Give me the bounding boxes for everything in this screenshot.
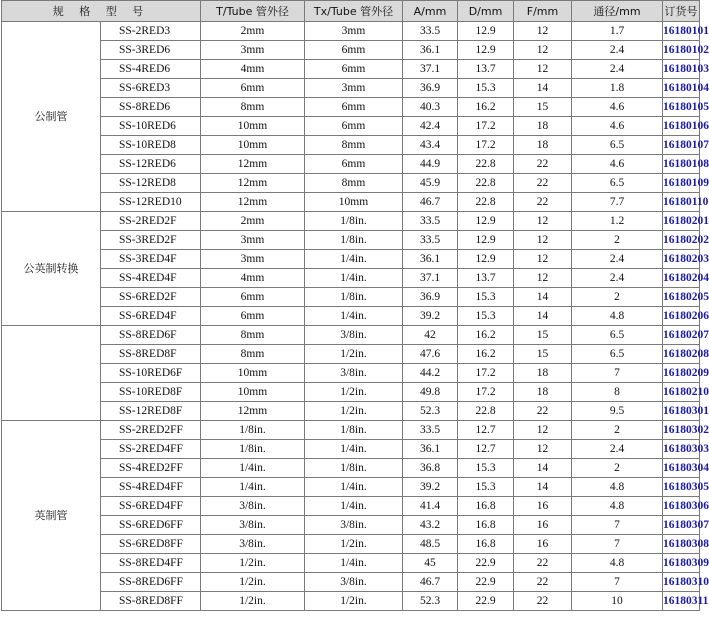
t-tube-cell: 3/8in.	[201, 535, 305, 554]
t-tube-cell: 1/8in.	[201, 440, 305, 459]
a-cell: 37.1	[403, 60, 458, 79]
a-cell: 33.5	[403, 212, 458, 231]
spec-table	[1, 0, 709, 611]
table-row	[2, 22, 700, 41]
order-cell: 16180308	[663, 535, 700, 554]
order-cell: 16180207	[663, 326, 700, 345]
t-tube-cell: 4mm	[201, 269, 305, 288]
a-cell: 44.2	[403, 364, 458, 383]
d-cell: 12.7	[458, 421, 514, 440]
model-cell: SS-8RED8F	[101, 345, 201, 364]
d-cell: 15.3	[458, 307, 514, 326]
a-cell: 36.1	[403, 41, 458, 60]
model-cell: SS-10RED8F	[101, 383, 201, 402]
table-row	[2, 402, 700, 421]
order-cell: 16180105	[663, 98, 700, 117]
model-cell: SS-8RED8FF	[101, 592, 201, 611]
tx-tube-cell: 1/8in.	[305, 231, 403, 250]
bore-cell: 6.5	[572, 345, 663, 364]
order-cell: 16180309	[663, 554, 700, 573]
t-tube-cell: 2mm	[201, 212, 305, 231]
order-cell: 16180209	[663, 364, 700, 383]
a-cell: 33.5	[403, 22, 458, 41]
d-cell: 17.2	[458, 383, 514, 402]
bore-cell: 2.4	[572, 60, 663, 79]
a-cell: 40.3	[403, 98, 458, 117]
model-cell: SS-12RED8	[101, 174, 201, 193]
a-cell: 36.8	[403, 459, 458, 478]
d-cell: 22.9	[458, 592, 514, 611]
f-cell: 14	[514, 459, 572, 478]
d-cell: 22.8	[458, 193, 514, 212]
table-row	[2, 41, 700, 60]
bore-cell: 2	[572, 421, 663, 440]
order-cell: 16180110	[663, 193, 700, 212]
model-cell: SS-10RED6	[101, 117, 201, 136]
f-cell: 14	[514, 307, 572, 326]
table-row	[2, 155, 700, 174]
table-row	[2, 117, 700, 136]
model-cell: SS-6RED8FF	[101, 535, 201, 554]
d-cell: 16.8	[458, 516, 514, 535]
a-cell: 45	[403, 554, 458, 573]
bore-cell: 6.5	[572, 174, 663, 193]
order-cell: 16180304	[663, 459, 700, 478]
tx-tube-cell: 1/4in.	[305, 497, 403, 516]
tx-tube-cell: 6mm	[305, 60, 403, 79]
table-row	[2, 497, 700, 516]
d-cell: 15.3	[458, 478, 514, 497]
tx-tube-cell: 1/2in.	[305, 383, 403, 402]
order-cell: 16180303	[663, 440, 700, 459]
t-tube-cell: 8mm	[201, 98, 305, 117]
model-cell: SS-12RED6	[101, 155, 201, 174]
a-cell: 43.2	[403, 516, 458, 535]
order-cell: 16180109	[663, 174, 700, 193]
table-row	[2, 136, 700, 155]
d-cell: 22.8	[458, 402, 514, 421]
tx-tube-cell: 3mm	[305, 79, 403, 98]
t-tube-cell: 1/2in.	[201, 573, 305, 592]
bore-cell: 4.8	[572, 554, 663, 573]
order-cell: 16180103	[663, 60, 700, 79]
tx-tube-cell: 1/4in.	[305, 307, 403, 326]
header-spec: 规 格 型 号	[2, 1, 201, 22]
model-cell: SS-3RED4F	[101, 250, 201, 269]
tx-tube-cell: 1/2in.	[305, 535, 403, 554]
a-cell: 36.9	[403, 79, 458, 98]
order-cell: 16180104	[663, 79, 700, 98]
t-tube-cell: 6mm	[201, 79, 305, 98]
bore-cell: 4.8	[572, 307, 663, 326]
order-cell: 16180206	[663, 307, 700, 326]
bore-cell: 2.4	[572, 440, 663, 459]
f-cell: 14	[514, 478, 572, 497]
a-cell: 46.7	[403, 573, 458, 592]
model-cell: SS-2RED4FF	[101, 440, 201, 459]
f-cell: 12	[514, 231, 572, 250]
f-cell: 22	[514, 174, 572, 193]
order-cell: 16180201	[663, 212, 700, 231]
f-cell: 12	[514, 212, 572, 231]
bore-cell: 2.4	[572, 250, 663, 269]
a-cell: 37.1	[403, 269, 458, 288]
tx-tube-cell: 3/8in.	[305, 326, 403, 345]
table-row	[2, 174, 700, 193]
order-cell: 16180108	[663, 155, 700, 174]
header-f: F/mm	[514, 1, 572, 22]
a-cell: 39.2	[403, 307, 458, 326]
model-cell: SS-4RED4FF	[101, 478, 201, 497]
f-cell: 22	[514, 155, 572, 174]
tx-tube-cell: 1/4in.	[305, 478, 403, 497]
t-tube-cell: 10mm	[201, 383, 305, 402]
d-cell: 16.2	[458, 326, 514, 345]
model-cell: SS-3RED6	[101, 41, 201, 60]
table-row	[2, 459, 700, 478]
tx-tube-cell: 1/2in.	[305, 402, 403, 421]
order-cell: 16180302	[663, 421, 700, 440]
t-tube-cell: 10mm	[201, 136, 305, 155]
tx-tube-cell: 3/8in.	[305, 573, 403, 592]
table-row	[2, 516, 700, 535]
bore-cell: 7	[572, 535, 663, 554]
order-cell: 16180106	[663, 117, 700, 136]
a-cell: 36.1	[403, 440, 458, 459]
category-cell: 公英制转换	[2, 212, 101, 326]
d-cell: 16.8	[458, 497, 514, 516]
d-cell: 12.9	[458, 22, 514, 41]
model-cell: SS-6RED6FF	[101, 516, 201, 535]
bore-cell: 6.5	[572, 136, 663, 155]
header-a: A/mm	[403, 1, 458, 22]
f-cell: 14	[514, 288, 572, 307]
model-cell: SS-2RED2FF	[101, 421, 201, 440]
tx-tube-cell: 1/8in.	[305, 288, 403, 307]
bore-cell: 4.8	[572, 478, 663, 497]
d-cell: 12.7	[458, 440, 514, 459]
model-cell: SS-3RED2F	[101, 231, 201, 250]
category-cell: 英制管	[2, 421, 101, 611]
table-row	[2, 288, 700, 307]
model-cell: SS-10RED8	[101, 136, 201, 155]
d-cell: 15.3	[458, 459, 514, 478]
a-cell: 44.9	[403, 155, 458, 174]
t-tube-cell: 10mm	[201, 117, 305, 136]
tx-tube-cell: 6mm	[305, 41, 403, 60]
d-cell: 22.9	[458, 573, 514, 592]
f-cell: 16	[514, 516, 572, 535]
t-tube-cell: 1/2in.	[201, 554, 305, 573]
f-cell: 15	[514, 326, 572, 345]
order-cell: 16180310	[663, 573, 700, 592]
table-row	[2, 98, 700, 117]
table-row	[2, 573, 700, 592]
order-cell: 16180102	[663, 41, 700, 60]
d-cell: 16.8	[458, 535, 514, 554]
t-tube-cell: 12mm	[201, 155, 305, 174]
a-cell: 46.7	[403, 193, 458, 212]
f-cell: 22	[514, 573, 572, 592]
bore-cell: 7	[572, 516, 663, 535]
f-cell: 12	[514, 440, 572, 459]
a-cell: 42	[403, 326, 458, 345]
tx-tube-cell: 1/8in.	[305, 421, 403, 440]
table-row	[2, 440, 700, 459]
category-cell: 公制管	[2, 22, 101, 212]
a-cell: 36.9	[403, 288, 458, 307]
table-row	[2, 307, 700, 326]
bore-cell: 2	[572, 231, 663, 250]
table-row	[2, 421, 700, 440]
f-cell: 14	[514, 79, 572, 98]
d-cell: 16.2	[458, 345, 514, 364]
model-cell: SS-4RED4F	[101, 269, 201, 288]
tx-tube-cell: 1/4in.	[305, 250, 403, 269]
header-t-tube: T/Tube 管外径	[201, 1, 305, 22]
category-cell	[2, 326, 101, 421]
table-row	[2, 478, 700, 497]
t-tube-cell: 12mm	[201, 174, 305, 193]
table-row	[2, 592, 700, 611]
a-cell: 48.5	[403, 535, 458, 554]
model-cell: SS-10RED6F	[101, 364, 201, 383]
header-order: 订货号	[663, 1, 700, 22]
bore-cell: 9.5	[572, 402, 663, 421]
tx-tube-cell: 8mm	[305, 136, 403, 155]
order-cell: 16180307	[663, 516, 700, 535]
header-bore: 通径/mm	[572, 1, 663, 22]
f-cell: 12	[514, 41, 572, 60]
bore-cell: 7	[572, 364, 663, 383]
tx-tube-cell: 8mm	[305, 174, 403, 193]
t-tube-cell: 10mm	[201, 364, 305, 383]
f-cell: 16	[514, 535, 572, 554]
d-cell: 22.8	[458, 155, 514, 174]
tx-tube-cell: 3mm	[305, 22, 403, 41]
order-cell: 16180210	[663, 383, 700, 402]
a-cell: 49.8	[403, 383, 458, 402]
f-cell: 22	[514, 193, 572, 212]
header-tx-tube: Tx/Tube 管外径	[305, 1, 403, 22]
a-cell: 33.5	[403, 231, 458, 250]
model-cell: SS-4RED2FF	[101, 459, 201, 478]
bore-cell: 7.7	[572, 193, 663, 212]
t-tube-cell: 3/8in.	[201, 497, 305, 516]
d-cell: 12.9	[458, 250, 514, 269]
t-tube-cell: 3mm	[201, 250, 305, 269]
model-cell: SS-6RED2F	[101, 288, 201, 307]
table-row	[2, 269, 700, 288]
t-tube-cell: 4mm	[201, 60, 305, 79]
bore-cell: 4.6	[572, 98, 663, 117]
a-cell: 45.9	[403, 174, 458, 193]
f-cell: 22	[514, 402, 572, 421]
a-cell: 47.6	[403, 345, 458, 364]
model-cell: SS-12RED10	[101, 193, 201, 212]
t-tube-cell: 6mm	[201, 307, 305, 326]
tx-tube-cell: 1/8in.	[305, 459, 403, 478]
bore-cell: 10	[572, 592, 663, 611]
model-cell: SS-6RED3	[101, 79, 201, 98]
table-row	[2, 60, 700, 79]
t-tube-cell: 6mm	[201, 288, 305, 307]
model-cell: SS-8RED6	[101, 98, 201, 117]
f-cell: 12	[514, 60, 572, 79]
table-row	[2, 554, 700, 573]
model-cell: SS-6RED4F	[101, 307, 201, 326]
f-cell: 18	[514, 117, 572, 136]
t-tube-cell: 3/8in.	[201, 516, 305, 535]
model-cell: SS-4RED6	[101, 60, 201, 79]
bore-cell: 6.5	[572, 326, 663, 345]
d-cell: 22.9	[458, 554, 514, 573]
tx-tube-cell: 1/2in.	[305, 592, 403, 611]
tx-tube-cell: 1/4in.	[305, 440, 403, 459]
bore-cell: 4.8	[572, 497, 663, 516]
f-cell: 12	[514, 421, 572, 440]
table-row	[2, 79, 700, 98]
d-cell: 17.2	[458, 117, 514, 136]
d-cell: 15.3	[458, 79, 514, 98]
order-cell: 16180204	[663, 269, 700, 288]
t-tube-cell: 1/4in.	[201, 478, 305, 497]
f-cell: 15	[514, 345, 572, 364]
d-cell: 13.7	[458, 269, 514, 288]
tx-tube-cell: 1/4in.	[305, 269, 403, 288]
d-cell: 13.7	[458, 60, 514, 79]
d-cell: 22.8	[458, 174, 514, 193]
tx-tube-cell: 1/4in.	[305, 554, 403, 573]
bore-cell: 8	[572, 383, 663, 402]
order-cell: 16180205	[663, 288, 700, 307]
f-cell: 18	[514, 364, 572, 383]
a-cell: 52.3	[403, 402, 458, 421]
model-cell: SS-12RED8F	[101, 402, 201, 421]
f-cell: 15	[514, 98, 572, 117]
a-cell: 39.2	[403, 478, 458, 497]
order-cell: 16180301	[663, 402, 700, 421]
order-cell: 16180306	[663, 497, 700, 516]
tx-tube-cell: 6mm	[305, 98, 403, 117]
table-row	[2, 364, 700, 383]
model-cell: SS-8RED6FF	[101, 573, 201, 592]
tx-tube-cell: 1/8in.	[305, 212, 403, 231]
table-row	[2, 250, 700, 269]
order-cell: 16180101	[663, 22, 700, 41]
model-cell: SS-8RED4FF	[101, 554, 201, 573]
model-cell: SS-6RED4FF	[101, 497, 201, 516]
d-cell: 17.2	[458, 364, 514, 383]
d-cell: 12.9	[458, 212, 514, 231]
bore-cell: 2.4	[572, 269, 663, 288]
model-cell: SS-2RED2F	[101, 212, 201, 231]
table-row	[2, 535, 700, 554]
f-cell: 12	[514, 269, 572, 288]
t-tube-cell: 8mm	[201, 326, 305, 345]
tx-tube-cell: 3/8in.	[305, 516, 403, 535]
a-cell: 43.4	[403, 136, 458, 155]
bore-cell: 1.2	[572, 212, 663, 231]
order-cell: 16180208	[663, 345, 700, 364]
f-cell: 16	[514, 497, 572, 516]
t-tube-cell: 3mm	[201, 231, 305, 250]
f-cell: 18	[514, 136, 572, 155]
bore-cell: 2.4	[572, 41, 663, 60]
table-row	[2, 193, 700, 212]
f-cell: 18	[514, 383, 572, 402]
t-tube-cell: 1/4in.	[201, 459, 305, 478]
table-row	[2, 383, 700, 402]
order-cell: 16180107	[663, 136, 700, 155]
t-tube-cell: 8mm	[201, 345, 305, 364]
bore-cell: 2	[572, 459, 663, 478]
f-cell: 22	[514, 592, 572, 611]
table-row	[2, 212, 700, 231]
d-cell: 16.2	[458, 98, 514, 117]
t-tube-cell: 12mm	[201, 402, 305, 421]
d-cell: 12.9	[458, 231, 514, 250]
model-cell: SS-2RED3	[101, 22, 201, 41]
bore-cell: 2	[572, 288, 663, 307]
order-cell: 16180305	[663, 478, 700, 497]
d-cell: 17.2	[458, 136, 514, 155]
tx-tube-cell: 1/2in.	[305, 345, 403, 364]
t-tube-cell: 1/2in.	[201, 592, 305, 611]
model-cell: SS-8RED6F	[101, 326, 201, 345]
f-cell: 22	[514, 554, 572, 573]
a-cell: 36.1	[403, 250, 458, 269]
bore-cell: 4.6	[572, 155, 663, 174]
bore-cell: 1.7	[572, 22, 663, 41]
t-tube-cell: 12mm	[201, 193, 305, 212]
tx-tube-cell: 6mm	[305, 117, 403, 136]
a-cell: 33.5	[403, 421, 458, 440]
d-cell: 12.9	[458, 41, 514, 60]
a-cell: 41.4	[403, 497, 458, 516]
t-tube-cell: 3mm	[201, 41, 305, 60]
f-cell: 12	[514, 22, 572, 41]
bore-cell: 4.6	[572, 117, 663, 136]
order-cell: 16180311	[663, 592, 700, 611]
a-cell: 52.3	[403, 592, 458, 611]
f-cell: 12	[514, 250, 572, 269]
order-cell: 16180202	[663, 231, 700, 250]
bore-cell: 7	[572, 573, 663, 592]
order-cell: 16180203	[663, 250, 700, 269]
tx-tube-cell: 6mm	[305, 155, 403, 174]
table-row	[2, 231, 700, 250]
t-tube-cell: 1/8in.	[201, 421, 305, 440]
tx-tube-cell: 3/8in.	[305, 364, 403, 383]
table-row	[2, 345, 700, 364]
d-cell: 15.3	[458, 288, 514, 307]
a-cell: 42.4	[403, 117, 458, 136]
header-row	[2, 1, 700, 22]
bore-cell: 1.8	[572, 79, 663, 98]
t-tube-cell: 2mm	[201, 22, 305, 41]
table-body	[2, 22, 709, 611]
tx-tube-cell: 10mm	[305, 193, 403, 212]
table-row	[2, 326, 700, 345]
header-d: D/mm	[458, 1, 514, 22]
